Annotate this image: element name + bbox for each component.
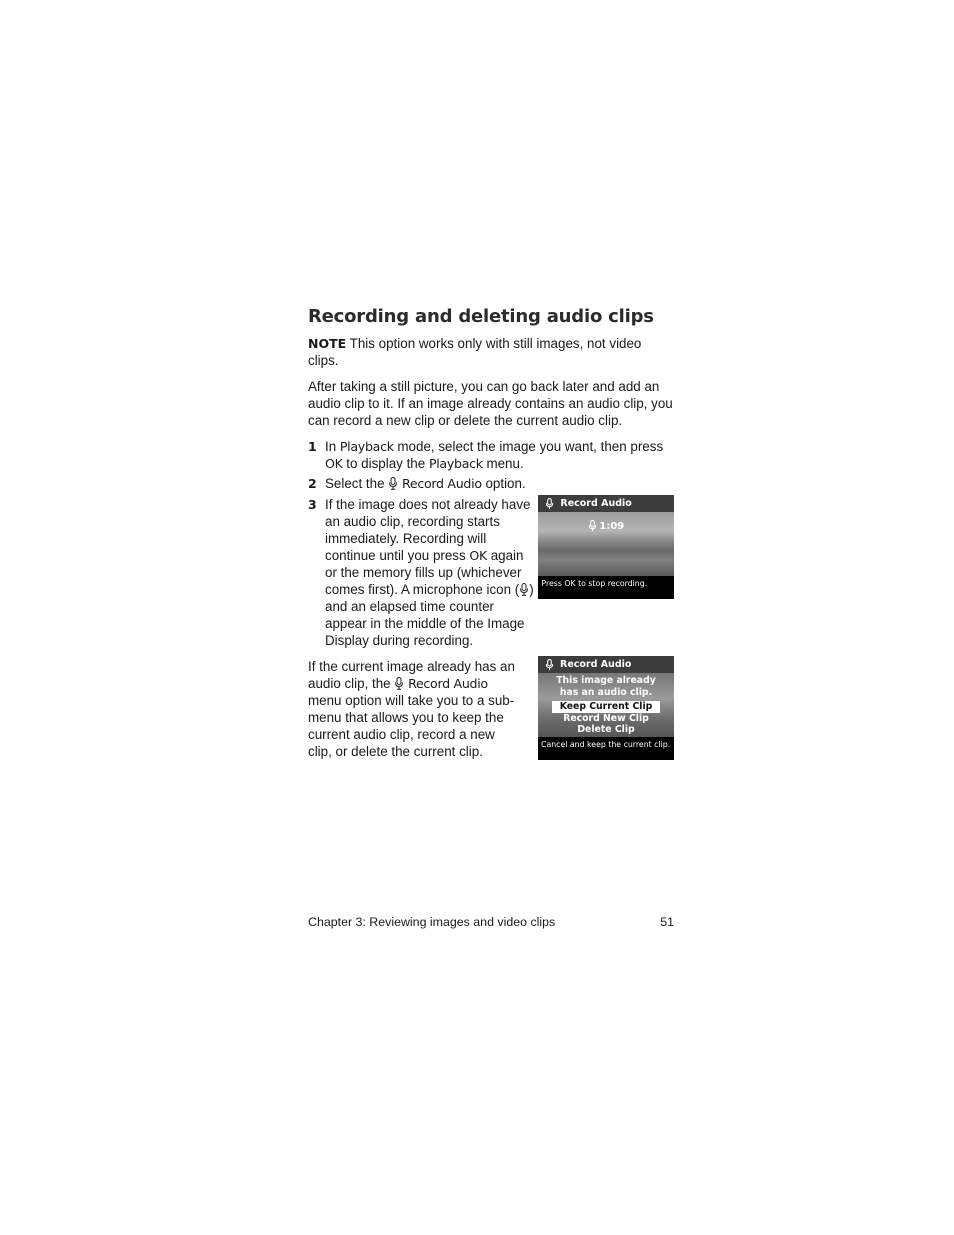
manual-page	[308, 306, 674, 760]
submenu-paragraph: If the current image already has an audio clip, the Record Audio menu option will take you to a sub-menu that allows you to keep the current audio clip, record a new clip, or delete the current clip.	[308, 659, 515, 759]
microphone-icon	[394, 677, 404, 690]
note-paragraph	[308, 335, 674, 369]
step-3: 3 If the image does not already have an audio clip, recording starts immediately. Recording will continue until you press OK again or the memory fills up (whichever comes first). A microphone icon ( ) and an elapsed time counter appear in the middle of the Image Display during recording.	[308, 497, 534, 648]
submenu-message: This image already has an audio clip.	[556, 675, 656, 698]
screen-header: Record Audio	[538, 495, 674, 512]
screen-footer: Cancel and keep the current clip.	[541, 740, 671, 749]
intro-paragraph: After taking a still picture, you can go back later and add an audio clip to it. If an image already contains an audio clip, you can record a new clip or delete the current audio clip.	[308, 379, 673, 428]
page-footer	[308, 915, 674, 929]
step-number: 2	[308, 476, 317, 491]
microphone-icon	[388, 477, 398, 490]
page-number: 51	[660, 915, 674, 929]
microphone-icon	[545, 498, 554, 510]
microphone-icon	[588, 520, 597, 532]
playback-label: Playback	[428, 456, 483, 471]
recording-screen	[538, 495, 674, 599]
preview-image	[538, 512, 674, 576]
step-3-row	[308, 496, 674, 649]
steps-list	[308, 438, 674, 492]
step-2: 2 Select the Record Audio option.	[308, 476, 526, 491]
note-label: NOTE	[308, 336, 347, 351]
screen-header: Record Audio	[538, 656, 674, 673]
microphone-icon	[545, 659, 554, 671]
screen-footer: Press OK to stop recording.	[541, 579, 648, 588]
section-title: Recording and deleting audio clips	[308, 306, 654, 327]
menu-option-record-new-clip[interactable]: Record New Clip	[563, 712, 649, 724]
microphone-icon	[519, 583, 529, 596]
step-number: 1	[308, 439, 317, 454]
elapsed-timer: 1:09	[588, 520, 624, 532]
note-text: This option works only with still images, not video clips.	[308, 336, 642, 368]
playback-label: Playback	[339, 439, 394, 454]
ok-label: OK	[469, 548, 487, 563]
submenu-image	[538, 673, 674, 737]
ok-label: OK	[325, 456, 343, 471]
chapter-label: Chapter 3: Reviewing images and video clips	[308, 915, 556, 929]
record-audio-label: Record Audio	[402, 476, 482, 491]
step-1: 1 In Playback mode, select the image you want, then press OK to display the Playback menu.	[308, 439, 664, 471]
step-number: 3	[308, 497, 317, 512]
submenu-screen	[538, 656, 674, 760]
menu-option-delete-clip[interactable]: Delete Clip	[577, 724, 635, 735]
para2-row	[308, 658, 674, 760]
menu-option-keep-current-clip[interactable]: Keep Current Clip	[552, 701, 660, 713]
record-audio-label: Record Audio	[408, 676, 488, 691]
